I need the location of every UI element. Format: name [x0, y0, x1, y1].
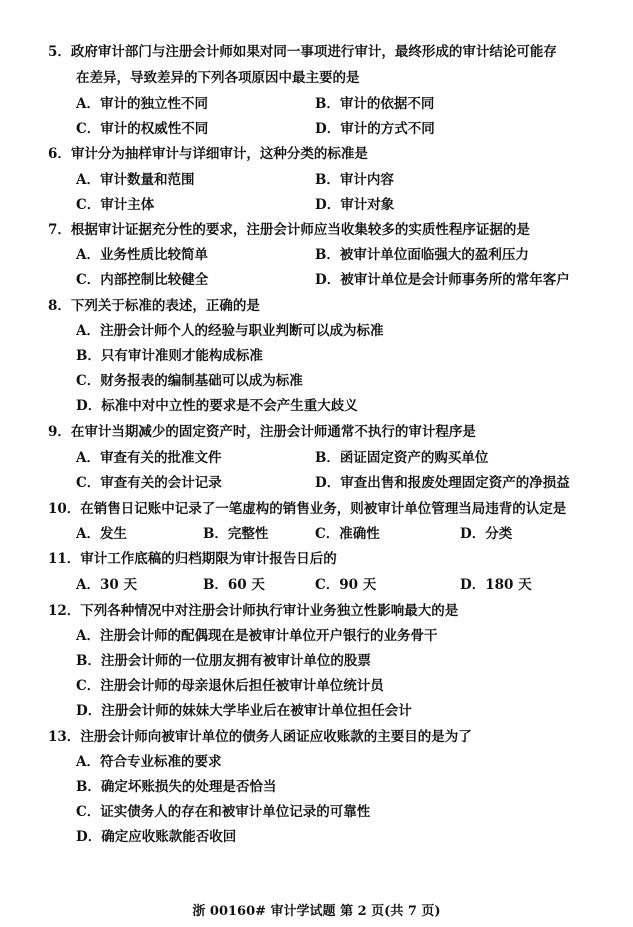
question-6-option-c: C．审计主体 [76, 197, 155, 213]
question-5-option-d: D．审计的方式不同 [315, 121, 435, 137]
question-10-stem: 10．在销售日记账中记录了一笔虚构的销售业务，则被审计单位管理当局违背的认定是 [48, 501, 567, 517]
question-11-option-b: B．60 天 [203, 577, 265, 593]
question-8-option-b: B．只有审计准则才能构成标准 [76, 348, 263, 364]
question-5-stem: 5．政府审计部门与注册会计师如果对同一事项进行审计，最终形成的审计结论可能存 [48, 44, 557, 60]
question-12-option-a: A．注册会计师的配偶现在是被审计单位开户银行的业务骨干 [76, 628, 438, 644]
question-10-option-b: B．完整性 [203, 526, 269, 542]
question-9-option-b: B．函证固定资产的购买单位 [315, 450, 489, 466]
question-10-option-d: D．分类 [460, 526, 513, 542]
question-8-option-a: A．注册会计师个人的经验与职业判断可以成为标准 [76, 323, 384, 339]
question-6-option-b: B．审计内容 [315, 172, 394, 188]
question-10-option-c: C．准确性 [315, 526, 380, 542]
question-8-stem: 8．下列关于标准的表述，正确的是 [48, 298, 260, 314]
question-13-option-d: D．确定应收账款能否收回 [76, 829, 237, 845]
question-13-option-b: B．确定坏账损失的处理是否恰当 [76, 779, 277, 795]
question-8-option-d: D．标准中对中立性的要求是不会产生重大歧义 [76, 398, 358, 414]
question-7-stem: 7．根据审计证据充分性的要求，注册会计师应当收集较多的实质性程序证据的是 [48, 222, 530, 238]
question-13-option-a: A．符合专业标准的要求 [76, 754, 222, 770]
question-11-option-c: C．90 天 [315, 577, 377, 593]
question-9-option-d: D．审查出售和报废处理固定资产的净损益 [315, 475, 570, 491]
question-9-option-c: C．审查有关的会计记录 [76, 475, 222, 491]
question-11-option-d: D．180 天 [460, 577, 532, 593]
question-5-stem-cont: 在差异，导致差异的下列各项原因中最主要的是 [76, 70, 360, 86]
question-6-stem: 6．审计分为抽样审计与详细审计，这种分类的标准是 [48, 146, 368, 162]
question-12-option-c: C．注册会计师的母亲退休后担任被审计单位统计员 [76, 678, 384, 694]
question-8-option-c: C．财务报表的编制基础可以成为标准 [76, 373, 303, 389]
question-11-option-a: A．30 天 [76, 577, 137, 593]
question-5-option-c: C．审计的权威性不同 [76, 121, 209, 137]
question-13-option-c: C．证实债务人的存在和被审计单位记录的可靠性 [76, 804, 371, 820]
question-12-stem: 12．下列各种情况中对注册会计师执行审计业务独立性影响最大的是 [48, 603, 459, 619]
question-5-option-a: A．审计的独立性不同 [76, 96, 208, 112]
question-11-stem: 11．审计工作底稿的归档期限为审计报告日后的 [48, 551, 337, 567]
question-9-stem: 9．在审计当期减少的固定资产时，注册会计师通常不执行的审计程序是 [48, 424, 476, 440]
question-7-option-c: C．内部控制比较健全 [76, 272, 209, 288]
question-12-option-b: B．注册会计师的一位朋友拥有被审计单位的股票 [76, 653, 371, 669]
question-7-option-b: B．被审计单位面临强大的盈利压力 [315, 247, 529, 263]
question-6-option-a: A．审计数量和范围 [76, 172, 195, 188]
question-9-option-a: A．审查有关的批准文件 [76, 450, 222, 466]
question-6-option-d: D．审计对象 [315, 197, 395, 213]
question-5-option-b: B．审计的依据不同 [315, 96, 435, 112]
question-7-option-a: A．业务性质比较简单 [76, 247, 208, 263]
question-7-option-d: D．被审计单位是会计师事务所的常年客户 [315, 272, 570, 288]
question-10-option-a: A．发生 [76, 526, 127, 542]
page-footer: 浙 00160# 审计学试题 第 2 页(共 7 页) [192, 904, 441, 919]
question-13-stem: 13．注册会计师向被审计单位的债务人函证应收账款的主要目的是为了 [48, 729, 472, 745]
question-12-option-d: D．注册会计师的妹妹大学毕业后在被审计单位担任会计 [76, 703, 412, 719]
